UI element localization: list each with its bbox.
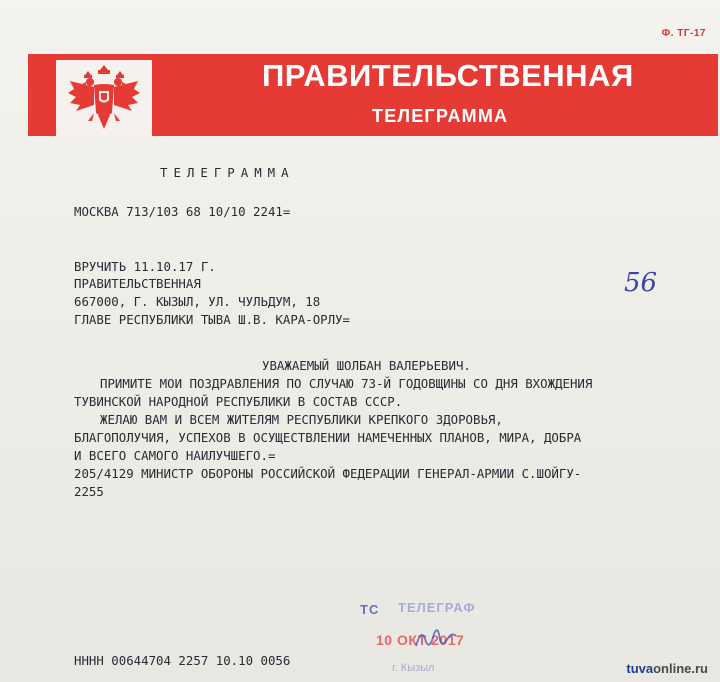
watermark-part-a: tuva <box>626 661 654 676</box>
emblem-box <box>56 60 152 136</box>
postal-address-line: 667000, Г. КЫЗЫЛ, УЛ. ЧУЛЬДУМ, 18 <box>74 294 321 309</box>
body-line: ЖЕЛАЮ ВАМ И ВСЕМ ЖИТЕЛЯМ РЕСПУБЛИКИ КРЕПКОГО ЗДОРОВЬЯ, <box>100 412 503 427</box>
origin-line: МОСКВА 713/103 68 10/10 2241= <box>74 204 291 219</box>
telegram-heading: ТЕЛЕГРАММА <box>160 165 295 180</box>
recipient-line: ГЛАВЕ РЕСПУБЛИКИ ТЫВА Ш.В. КАРА-ОРЛУ= <box>74 312 351 327</box>
site-watermark <box>626 661 708 676</box>
stamp-city: г. Кызыл <box>392 662 435 674</box>
body-line: И ВСЕГО САМОГО НАИЛУЧШЕГО.= <box>74 448 276 463</box>
stamp-date: 10 ОКТ 2017 <box>376 632 465 648</box>
stamp-telegraf: ТЕЛЕГРАФ <box>398 600 476 615</box>
telegram-type-line: ПРАВИТЕЛЬСТВЕННАЯ <box>74 276 201 291</box>
body-line: ТУВИНСКОЙ НАРОДНОЙ РЕСПУБЛИКИ В СОСТАВ СССР. <box>74 394 403 409</box>
form-code: Ф. ТГ-17 <box>661 28 706 39</box>
signature-code-line: 2255 <box>74 484 104 499</box>
body-line: ПРИМИТЕ МОИ ПОЗДРАВЛЕНИЯ ПО СЛУЧАЮ 73-Й ГОДОВЩИНЫ СО ДНЯ ВХОЖДЕНИЯ <box>100 376 593 391</box>
handwritten-signature <box>412 620 460 656</box>
body-line: БЛАГОПОЛУЧИЯ, УСПЕХОВ В ОСУЩЕСТВЛЕНИИ НАМЕЧЕННЫХ ПЛАНОВ, МИРА, ДОБРА <box>74 430 582 445</box>
double-headed-eagle-icon <box>64 63 144 133</box>
deliver-line: ВРУЧИТЬ 11.10.17 Г. <box>74 259 216 274</box>
salutation-line: УВАЖАЕМЫЙ ШОЛБАН ВАЛЕРЬЕВИЧ. <box>262 358 471 373</box>
service-footer-line: НННН 00644704 2257 10.10 0056 <box>74 653 291 668</box>
header-title: ПРАВИТЕЛЬСТВЕННАЯ <box>262 58 634 93</box>
watermark-part-b: online.ru <box>653 661 708 676</box>
header-subtitle: ТЕЛЕГРАММА <box>372 106 509 126</box>
stamp-ts: ТС <box>360 602 380 617</box>
handwritten-note: 56 <box>624 268 658 298</box>
signature-line: 205/4129 МИНИСТР ОБОРОНЫ РОССИЙСКОЙ ФЕДЕРАЦИИ ГЕНЕРАЛ-АРМИИ С.ШОЙГУ- <box>74 466 582 481</box>
